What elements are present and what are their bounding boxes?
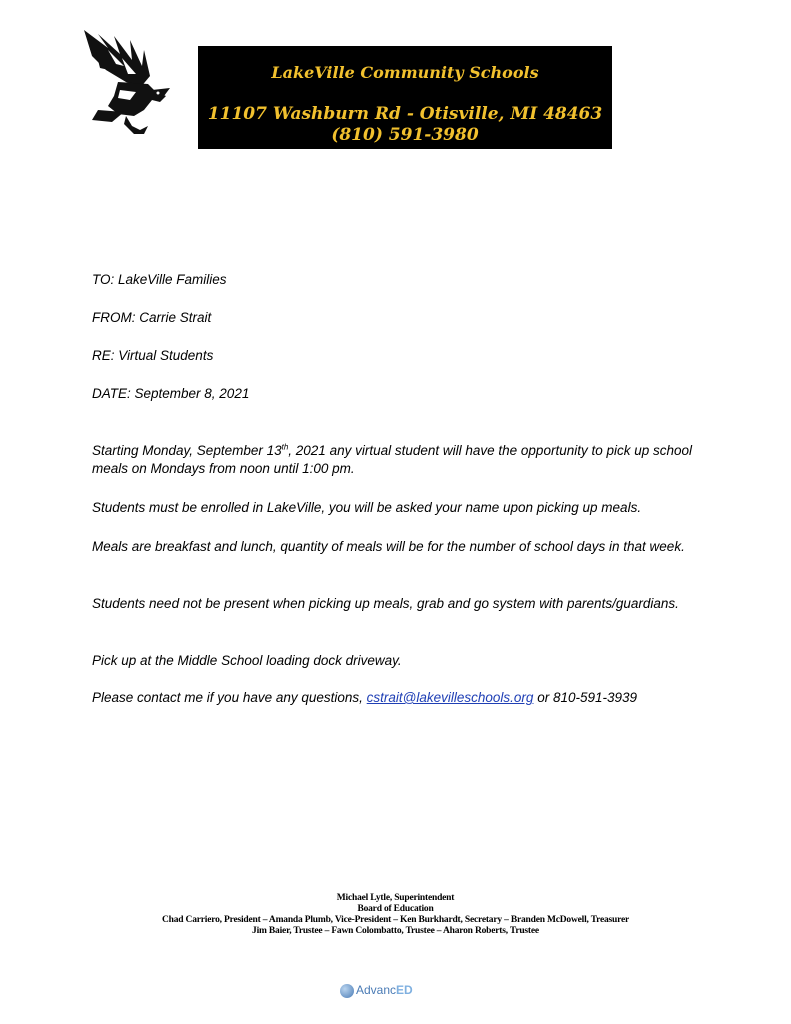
p1-text-a: Starting Monday, September 13: [92, 443, 282, 458]
footer-board: [100, 893, 691, 937]
school-address: 11107 Washburn Rd - Otisville, MI 48463: [207, 104, 603, 124]
contact-text-a: Please contact me if you have any questions,: [92, 690, 367, 705]
footer-board-title: Board of Education: [357, 904, 434, 914]
advanced-logo-text-b: ED: [396, 983, 413, 997]
school-phone: (810) 591-3980: [331, 125, 479, 145]
p1-ordinal: th: [281, 442, 289, 452]
globe-icon: [340, 984, 354, 998]
eagle-logo-icon: [78, 26, 174, 138]
advanced-logo: [340, 983, 413, 1003]
contact-text-b: or 810-591-3939: [533, 690, 638, 705]
footer-officers: Chad Carriero, President – Amanda Plumb, Vice-President – Ken Burkhardt, Secretary – Branden McDowell, Treasurer: [162, 915, 629, 925]
footer-trustees: Jim Baier, Trustee – Fawn Colombatto, Trustee – Aharon Roberts, Trustee: [252, 926, 539, 936]
paragraph-enrollment: Students must be enrolled in LakeVille, you will be asked your name upon picking up meals.: [92, 500, 642, 515]
email-link[interactable]: cstrait@lakevilleschools.org: [366, 690, 534, 705]
memo-from: FROM: Carrie Strait: [92, 310, 212, 325]
advanced-logo-text-a: Advanc: [356, 983, 397, 997]
paragraph-pickup-location: Pick up at the Middle School loading dock driveway.: [92, 653, 402, 668]
paragraph-contact: [92, 689, 702, 707]
memo-re: RE: Virtual Students: [92, 348, 214, 363]
footer-superintendent: Michael Lytle, Superintendent: [336, 893, 455, 903]
p1-text-b: , 2021 any virtual student will have the opportunity to pick up school meals on Mondays from noon until 1:00 pm.: [92, 443, 693, 476]
paragraph-meals: Meals are breakfast and lunch, quantity of meals will be for the number of school days in that week.: [92, 539, 685, 554]
memo-to: TO: LakeVille Families: [92, 272, 227, 287]
memo-date: DATE: September 8, 2021: [92, 386, 250, 401]
paragraph-start-date: [92, 442, 702, 478]
school-name: LakeVille Community Schools: [271, 63, 539, 82]
paragraph-pickup-policy: Students need not be present when picking up meals, grab and go system with parents/guardians.: [92, 596, 679, 611]
letterhead-banner: [198, 46, 612, 149]
